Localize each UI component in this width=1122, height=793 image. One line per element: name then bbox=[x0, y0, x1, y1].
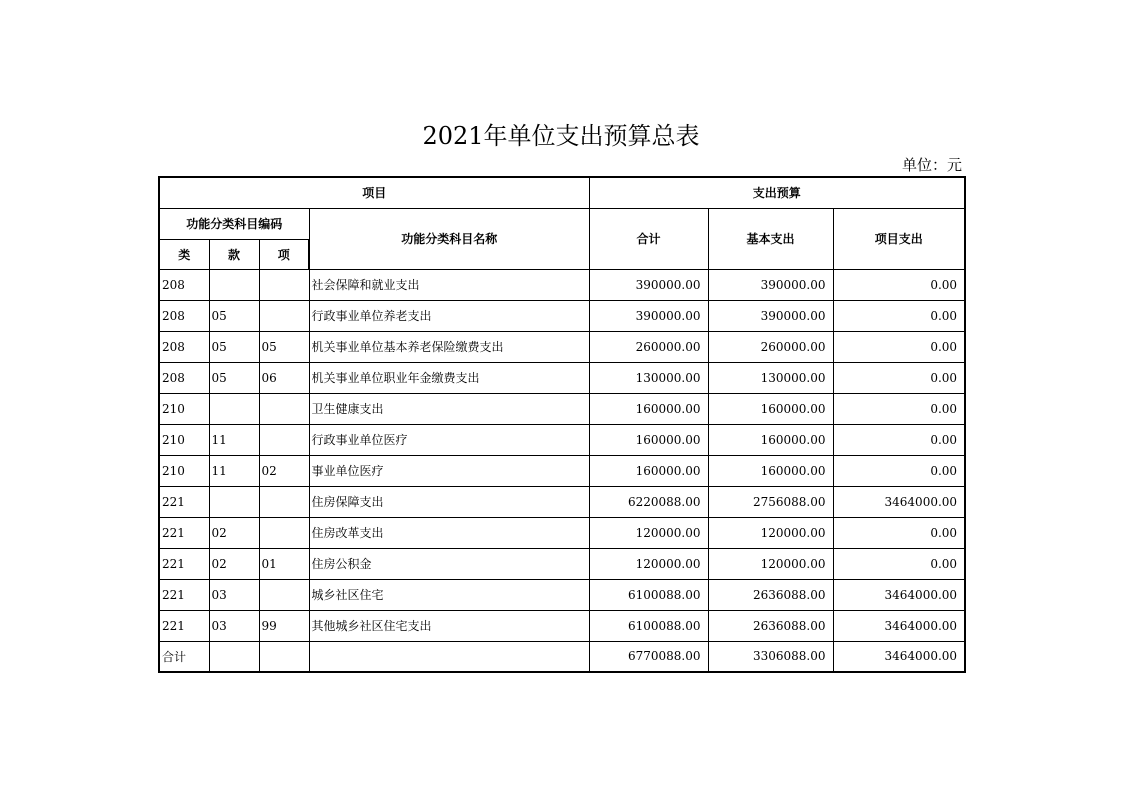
cell-lei: 208 bbox=[159, 300, 209, 331]
table-row bbox=[159, 362, 965, 393]
total-row bbox=[159, 641, 965, 672]
cell-xiang bbox=[259, 486, 309, 517]
cell-total: 260000.00 bbox=[589, 331, 708, 362]
cell-xiang bbox=[259, 269, 309, 300]
cell-xiang: 02 bbox=[259, 455, 309, 486]
table-row bbox=[159, 455, 965, 486]
cell-lei: 221 bbox=[159, 579, 209, 610]
cell-xiang bbox=[259, 641, 309, 672]
cell-basic: 160000.00 bbox=[708, 455, 833, 486]
cell-name: 事业单位医疗 bbox=[309, 455, 589, 486]
cell-project: 0.00 bbox=[833, 331, 965, 362]
cell-xiang: 01 bbox=[259, 548, 309, 579]
cell-project: 0.00 bbox=[833, 362, 965, 393]
cell-lei: 208 bbox=[159, 269, 209, 300]
cell-basic: 120000.00 bbox=[708, 548, 833, 579]
cell-name: 行政事业单位养老支出 bbox=[309, 300, 589, 331]
header-func-name: 功能分类科目名称 bbox=[309, 208, 589, 269]
cell-name: 行政事业单位医疗 bbox=[309, 424, 589, 455]
cell-kuan: 05 bbox=[209, 362, 259, 393]
unit-label: 单位：元 bbox=[901, 156, 962, 174]
cell-name: 其他城乡社区住宅支出 bbox=[309, 610, 589, 641]
header-project: 项目 bbox=[159, 177, 589, 208]
cell-lei: 221 bbox=[159, 610, 209, 641]
cell-basic: 120000.00 bbox=[708, 517, 833, 548]
header-budget: 支出预算 bbox=[589, 177, 965, 208]
cell-total: 120000.00 bbox=[589, 548, 708, 579]
cell-project: 0.00 bbox=[833, 269, 965, 300]
cell-xiang bbox=[259, 424, 309, 455]
header-project-exp: 项目支出 bbox=[833, 208, 965, 269]
cell-kuan bbox=[209, 486, 259, 517]
cell-project: 0.00 bbox=[833, 393, 965, 424]
cell-total: 6220088.00 bbox=[589, 486, 708, 517]
header-func-code: 功能分类科目编码 bbox=[159, 208, 309, 239]
cell-basic: 2756088.00 bbox=[708, 486, 833, 517]
cell-lei: 221 bbox=[159, 548, 209, 579]
page-title: 2021年单位支出预算总表 bbox=[422, 122, 700, 150]
cell-name: 住房改革支出 bbox=[309, 517, 589, 548]
cell-kuan: 05 bbox=[209, 331, 259, 362]
cell-project: 3464000.00 bbox=[833, 486, 965, 517]
cell-kuan: 03 bbox=[209, 610, 259, 641]
cell-name: 住房公积金 bbox=[309, 548, 589, 579]
table-row bbox=[159, 579, 965, 610]
cell-name: 机关事业单位职业年金缴费支出 bbox=[309, 362, 589, 393]
table-row bbox=[159, 269, 965, 300]
cell-project: 3464000.00 bbox=[833, 579, 965, 610]
header-total: 合计 bbox=[589, 208, 708, 269]
cell-kuan: 02 bbox=[209, 548, 259, 579]
cell-name bbox=[309, 641, 589, 672]
cell-lei: 210 bbox=[159, 393, 209, 424]
cell-lei: 221 bbox=[159, 486, 209, 517]
cell-project: 0.00 bbox=[833, 424, 965, 455]
cell-basic: 160000.00 bbox=[708, 393, 833, 424]
cell-kuan bbox=[209, 393, 259, 424]
cell-lei: 208 bbox=[159, 331, 209, 362]
cell-name: 卫生健康支出 bbox=[309, 393, 589, 424]
cell-kuan: 02 bbox=[209, 517, 259, 548]
cell-name: 住房保障支出 bbox=[309, 486, 589, 517]
cell-basic: 260000.00 bbox=[708, 331, 833, 362]
cell-xiang bbox=[259, 300, 309, 331]
cell-kuan: 11 bbox=[209, 455, 259, 486]
cell-total: 130000.00 bbox=[589, 362, 708, 393]
header-lei: 类 bbox=[159, 239, 209, 269]
cell-project: 0.00 bbox=[833, 517, 965, 548]
cell-lei: 208 bbox=[159, 362, 209, 393]
cell-project: 3464000.00 bbox=[833, 610, 965, 641]
cell-name: 机关事业单位基本养老保险缴费支出 bbox=[309, 331, 589, 362]
table-row bbox=[159, 300, 965, 331]
header-kuan: 款 bbox=[209, 239, 259, 269]
cell-total: 6770088.00 bbox=[589, 641, 708, 672]
header-basic: 基本支出 bbox=[708, 208, 833, 269]
cell-xiang: 05 bbox=[259, 331, 309, 362]
cell-lei: 210 bbox=[159, 455, 209, 486]
cell-xiang bbox=[259, 517, 309, 548]
cell-project: 0.00 bbox=[833, 300, 965, 331]
cell-project: 0.00 bbox=[833, 455, 965, 486]
cell-basic: 3306088.00 bbox=[708, 641, 833, 672]
cell-basic: 390000.00 bbox=[708, 269, 833, 300]
cell-basic: 390000.00 bbox=[708, 300, 833, 331]
cell-xiang bbox=[259, 393, 309, 424]
budget-table bbox=[158, 176, 966, 673]
cell-lei: 221 bbox=[159, 517, 209, 548]
table-row bbox=[159, 331, 965, 362]
table-row bbox=[159, 517, 965, 548]
header-xiang: 项 bbox=[259, 239, 309, 269]
cell-xiang: 06 bbox=[259, 362, 309, 393]
cell-project: 0.00 bbox=[833, 548, 965, 579]
cell-kuan: 05 bbox=[209, 300, 259, 331]
cell-kuan: 03 bbox=[209, 579, 259, 610]
cell-basic: 2636088.00 bbox=[708, 610, 833, 641]
table-row bbox=[159, 424, 965, 455]
cell-total: 120000.00 bbox=[589, 517, 708, 548]
cell-total: 160000.00 bbox=[589, 424, 708, 455]
cell-total: 390000.00 bbox=[589, 269, 708, 300]
cell-total: 160000.00 bbox=[589, 393, 708, 424]
cell-basic: 130000.00 bbox=[708, 362, 833, 393]
cell-xiang: 99 bbox=[259, 610, 309, 641]
cell-total: 390000.00 bbox=[589, 300, 708, 331]
cell-lei: 合计 bbox=[159, 641, 209, 672]
table-row bbox=[159, 393, 965, 424]
table-body bbox=[159, 269, 965, 672]
cell-basic: 160000.00 bbox=[708, 424, 833, 455]
cell-lei: 210 bbox=[159, 424, 209, 455]
cell-project: 3464000.00 bbox=[833, 641, 965, 672]
table-row bbox=[159, 486, 965, 517]
cell-kuan: 11 bbox=[209, 424, 259, 455]
cell-kuan bbox=[209, 641, 259, 672]
cell-basic: 2636088.00 bbox=[708, 579, 833, 610]
cell-kuan bbox=[209, 269, 259, 300]
cell-total: 6100088.00 bbox=[589, 610, 708, 641]
cell-total: 160000.00 bbox=[589, 455, 708, 486]
cell-xiang bbox=[259, 579, 309, 610]
cell-name: 社会保障和就业支出 bbox=[309, 269, 589, 300]
cell-total: 6100088.00 bbox=[589, 579, 708, 610]
cell-name: 城乡社区住宅 bbox=[309, 579, 589, 610]
table-row bbox=[159, 548, 965, 579]
table-row bbox=[159, 610, 965, 641]
